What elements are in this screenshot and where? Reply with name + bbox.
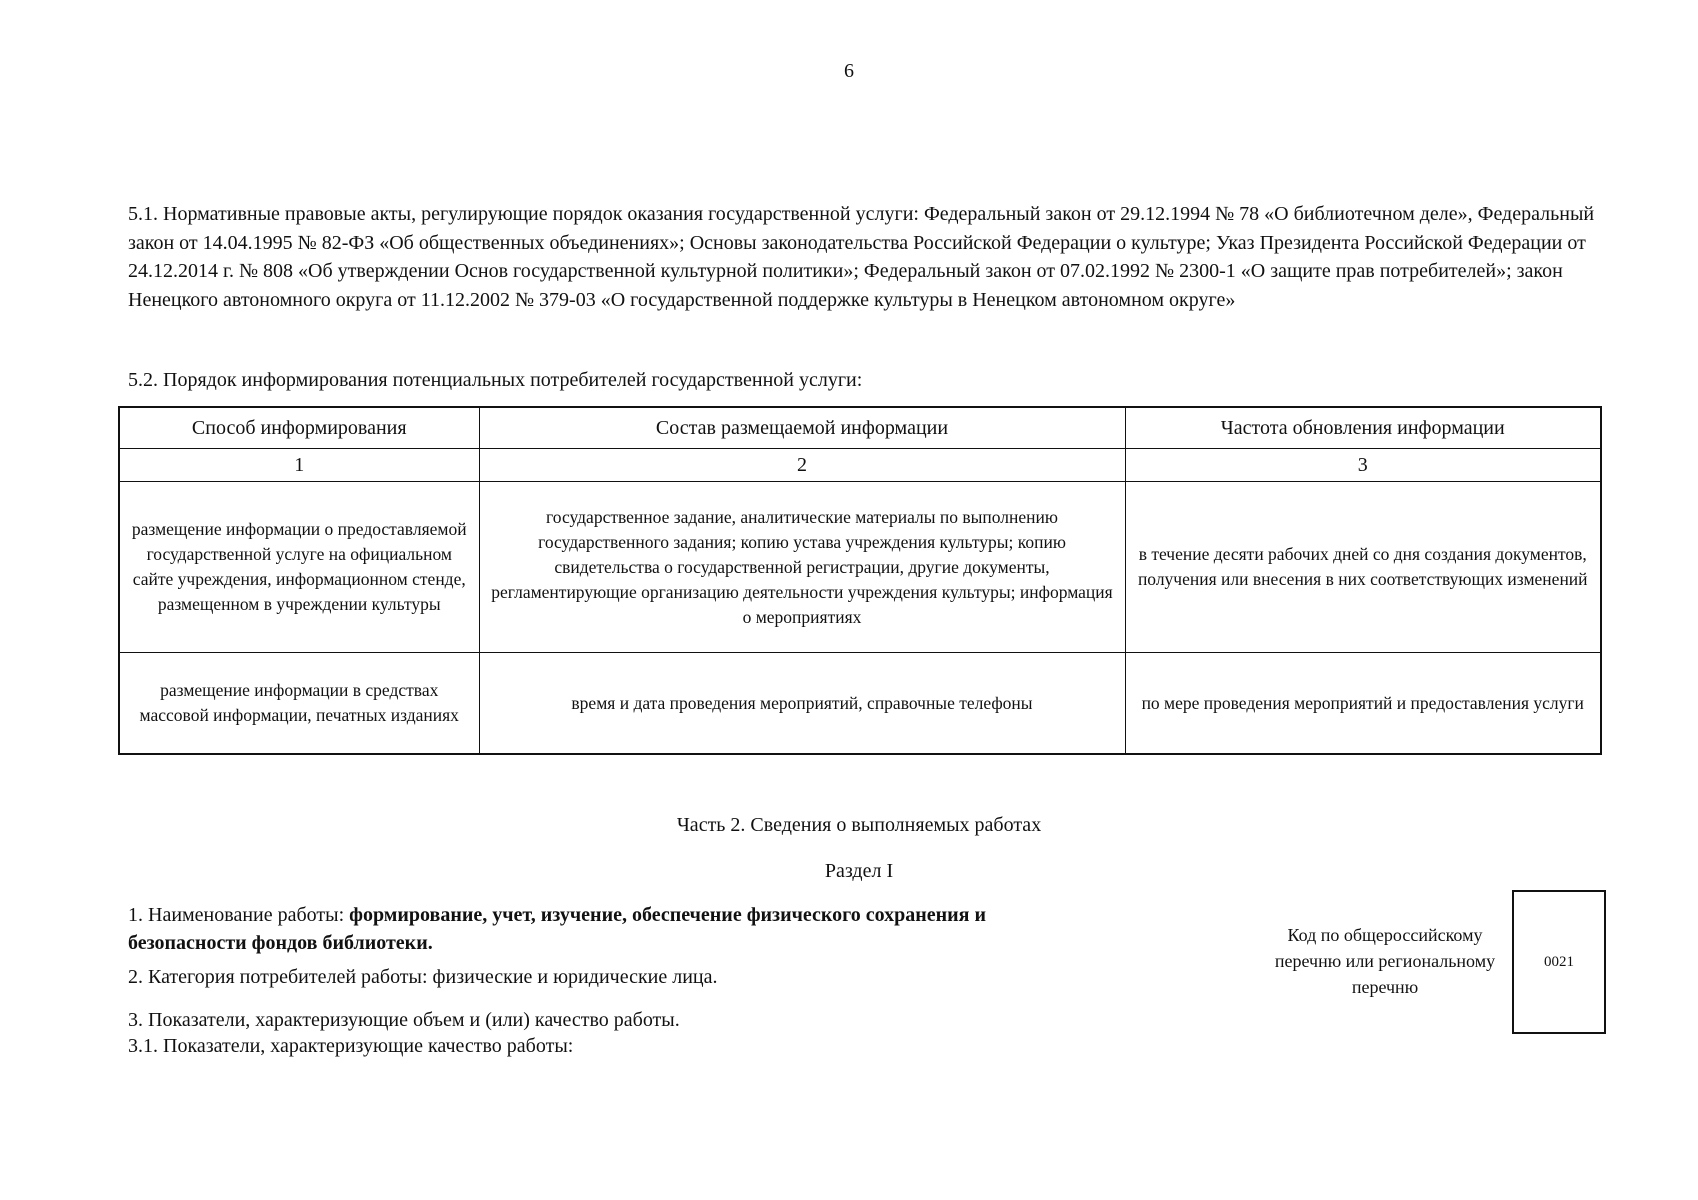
table-number-row <box>119 449 1601 482</box>
header-method: Способ информирования <box>119 407 479 449</box>
cell-method: размещение информации о предоставляемой государственной услуге на официальном сайте учреждения, информационном стенде, размещенном в учреждении культуры <box>119 482 479 653</box>
consumer-category: 2. Категория потребителей работы: физические и юридические лица. <box>128 966 718 988</box>
column-number: 3 <box>1125 449 1601 482</box>
part-title: Часть 2. Сведения о выполняемых работах <box>676 814 1042 836</box>
cell-content: время и дата проведения мероприятий, справочные телефоны <box>479 653 1125 755</box>
cell-frequency: по мере проведения мероприятий и предоставления услуги <box>1125 653 1601 755</box>
registry-code-label: Код по общероссийскому перечню или региональному перечню <box>1274 925 1496 997</box>
header-content: Состав размещаемой информации <box>479 407 1125 449</box>
informing-table <box>118 406 1602 755</box>
column-number: 2 <box>479 449 1125 482</box>
table-header-row <box>119 407 1601 449</box>
indicators-heading: 3. Показатели, характеризующие объем и (или) качество работы. <box>128 1009 680 1031</box>
cell-method: размещение информации в средствах массовой информации, печатных изданиях <box>119 653 479 755</box>
column-number: 1 <box>119 449 479 482</box>
table-row <box>119 482 1601 653</box>
cell-frequency: в течение десяти рабочих дней со дня создания документов, получения или внесения в них соответствующих изменений <box>1125 482 1601 653</box>
normative-acts-paragraph: 5.1. Нормативные правовые акты, регулирующие порядок оказания государственной услуги: Федеральный закон от 29.12.1994 № 78 «О библиотечном деле», Федеральный закон от 14.04.1995 № 82-ФЗ «Об общественных объединениях»; Основы законодательства Российской Федерации о культуре; Указ Президента Российской Федерации от 24.12.2014 г. № 808 «Об утверждении Основ государственной культурной политики»; Федеральный закон от 07.02.1992 № 2300-1 «О защите прав потребителей»; закон Ненецкого автономного округа от 11.12.2002 № 379-03 «О государственной поддержке культуры в Ненецком автономном округе» <box>128 203 1595 311</box>
quality-indicators-heading: 3.1. Показатели, характеризующие качество работы: <box>128 1035 574 1057</box>
page-number: 6 <box>844 60 854 82</box>
table-row <box>119 653 1601 755</box>
header-frequency: Частота обновления информации <box>1125 407 1601 449</box>
cell-content: государственное задание, аналитические материалы по выполнению государственного задания; копию устава учреждения культуры; копию свидетельства о государственной регистрации, другие документы, регламентирующие организацию деятельности учреждения культуры; информация о мероприятиях <box>479 482 1125 653</box>
section-title: Раздел I <box>824 860 894 882</box>
work-name-label: 1. Наименование работы: <box>128 904 350 926</box>
work-name <box>128 901 1088 957</box>
registry-code-box <box>1512 890 1606 1034</box>
informing-order-heading: 5.2. Порядок информирования потенциальных потребителей государственной услуги: <box>128 369 863 391</box>
registry-code-value: 0021 <box>1544 953 1574 970</box>
work-name-value: формирование, учет, изучение, обеспечение физического сохранения и безопасности фондов библиотеки. <box>128 904 987 954</box>
